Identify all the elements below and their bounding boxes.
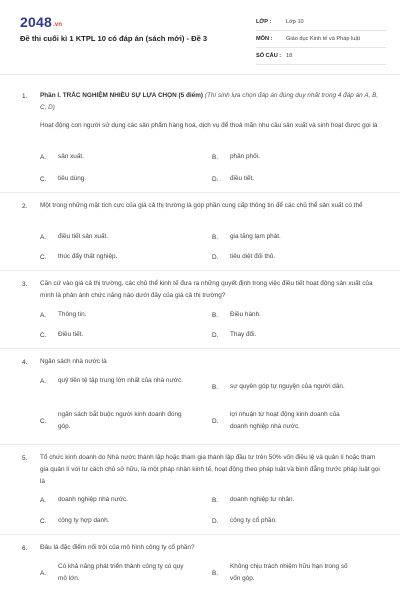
- option-text: quỹ tiền tệ tập trung lớn nhất của nhà nước.: [58, 377, 183, 384]
- exam-meta-table: [256, 14, 386, 65]
- question-body: Một trong những mặt tích cực của giá cả thị trường là góp phần cung cấp thông tin để các chủ thể sản xuất có thể: [40, 202, 363, 209]
- exam-title: Đề thi cuối kì 1 KTPL 10 có đáp án (sách mới) - Đề 3: [20, 34, 208, 43]
- option-letter: C.: [40, 253, 47, 261]
- option-text: điều tiết sản xuất.: [58, 233, 109, 240]
- option-a[interactable]: [40, 561, 186, 585]
- meta-row-count: [256, 48, 386, 65]
- question-number: 2.: [22, 203, 28, 210]
- option-d[interactable]: [212, 409, 358, 433]
- option-text: thúc đẩy thất nghiệp.: [58, 253, 118, 260]
- option-text: Điều tiết.: [58, 331, 84, 338]
- question-item: [0, 193, 400, 271]
- option-d[interactable]: [212, 515, 277, 527]
- option-a[interactable]: [40, 375, 186, 387]
- meta-key: LỚP :: [256, 19, 272, 25]
- option-letter: B.: [212, 233, 219, 241]
- option-text: Thay đổi.: [230, 331, 257, 338]
- question-item: [0, 445, 400, 535]
- option-text: lợi nhuận từ hoạt động kinh doanh của doanh nghiệp nhà nước.: [230, 411, 340, 430]
- part-instruction: (Thí sinh lựa chọn đáp án đúng duy nhất trong 4 đáp án A, B, C, D): [40, 92, 379, 111]
- question-body: Đâu là đặc điểm nổi trội của mô hình công ty cổ phần?: [40, 544, 195, 551]
- option-letter: A.: [40, 233, 47, 241]
- option-d[interactable]: [212, 251, 275, 263]
- option-text: điều tiết.: [230, 175, 255, 182]
- option-letter: C.: [40, 175, 47, 183]
- site-logo[interactable]: [20, 14, 62, 30]
- question-number: 5.: [22, 455, 28, 462]
- option-letter: B.: [212, 496, 219, 504]
- logo-sub-text: .vn: [52, 22, 63, 28]
- option-letter: B.: [212, 153, 219, 161]
- option-a[interactable]: [40, 309, 86, 321]
- option-letter: D.: [212, 175, 219, 183]
- option-b[interactable]: [212, 309, 261, 321]
- option-c[interactable]: [40, 409, 186, 433]
- meta-key: SỐ CÂU :: [256, 53, 282, 59]
- option-c[interactable]: [40, 173, 86, 185]
- option-letter: A.: [40, 496, 47, 504]
- option-c[interactable]: [40, 515, 109, 527]
- question-list: [0, 75, 400, 599]
- option-d[interactable]: [212, 329, 256, 341]
- question-body: Hoạt động con người sử dụng các sản phẩm hàng hoá, dịch vụ để thoả mãn nhu cầu sản xuất và sinh hoạt được gọi là: [40, 122, 378, 129]
- meta-row-subject: [256, 31, 386, 48]
- option-b[interactable]: [212, 494, 294, 506]
- option-text: doanh nghiệp nhà nước.: [58, 496, 128, 503]
- option-a[interactable]: [40, 231, 108, 243]
- option-letter: C.: [40, 331, 47, 339]
- question-number: 4.: [22, 359, 28, 366]
- option-a[interactable]: [40, 494, 128, 506]
- option-letter: C.: [40, 517, 47, 525]
- meta-value: Giáo dục Kinh tế và Pháp luật: [286, 36, 361, 42]
- question-number: 3.: [22, 281, 28, 288]
- option-letter: D.: [212, 331, 219, 339]
- option-text: công ty hợp danh.: [58, 517, 110, 524]
- option-c[interactable]: [40, 329, 83, 341]
- option-letter: D.: [212, 253, 219, 261]
- option-text: Điều hành.: [230, 311, 261, 318]
- option-text: tiêu dùng.: [58, 175, 87, 182]
- option-letter: A.: [40, 153, 47, 161]
- question-number: 1.: [22, 93, 28, 100]
- question-text: [40, 90, 380, 114]
- option-b[interactable]: [212, 151, 260, 163]
- logo-main-text: 2048: [20, 14, 52, 30]
- option-text: Không chịu trách nhiệm hữu hạn trong số vốn góp.: [230, 563, 348, 582]
- option-d[interactable]: [212, 173, 254, 185]
- question-item: [0, 349, 400, 445]
- option-letter: B.: [212, 383, 219, 391]
- question-body: Tổ chức kinh doanh do Nhà nước thành lập hoặc tham gia thành lập đầu tư trên 50% vốn điều lệ và quản lí hoặc tham gia quản lí với tư cách chủ sở hữu, là một pháp nhân kinh tế, hoạt động theo pháp luật và bình đẳng trước pháp luật gọi là: [40, 454, 380, 485]
- option-letter: B.: [212, 569, 219, 577]
- option-text: phân phối.: [230, 153, 260, 160]
- option-b[interactable]: [212, 231, 281, 243]
- part-heading: Phần I. TRẮC NGHIỆM NHIỀU SỰ LỰA CHỌN (5 điểm): [40, 92, 204, 99]
- option-text: Thông tin.: [58, 311, 87, 318]
- option-b[interactable]: [212, 561, 358, 585]
- option-letter: D.: [212, 517, 219, 525]
- meta-value: Lớp 10: [286, 19, 304, 25]
- meta-key: MÔN :: [256, 36, 273, 42]
- option-letter: C.: [40, 417, 47, 425]
- question-body: Căn cứ vào giá cả thị trường, các chủ thể kinh tế đưa ra những quyết định trong việc điều tiết hoạt động sản xuất của mình là phản ánh chức năng nào dưới đây của giá cả thị trường?: [40, 280, 373, 299]
- question-item: [0, 271, 400, 349]
- exam-header: [0, 0, 400, 72]
- option-text: tiêu diệt đối thủ.: [230, 253, 276, 260]
- option-b[interactable]: [212, 381, 358, 393]
- option-letter: A.: [40, 311, 47, 319]
- option-text: ngân sách bắt buộc người kinh doanh đóng góp.: [58, 411, 182, 430]
- option-c[interactable]: [40, 251, 117, 263]
- meta-row-class: [256, 14, 386, 31]
- question-item: [0, 75, 400, 193]
- option-text: công ty cổ phần.: [230, 517, 277, 524]
- option-letter: A.: [40, 377, 47, 385]
- option-letter: A.: [40, 569, 47, 577]
- question-item: [0, 535, 400, 599]
- question-number: 6.: [22, 545, 28, 552]
- meta-value: 18: [286, 53, 293, 59]
- option-letter: B.: [212, 311, 219, 319]
- option-text: sự quyên góp tự nguyện của người dân.: [230, 383, 345, 390]
- option-text: sản xuất.: [58, 153, 84, 160]
- question-body: Ngân sách nhà nước là: [40, 358, 107, 365]
- option-text: doanh nghiệp tư nhân.: [230, 496, 295, 503]
- option-text: Có khả năng phát triển thành công ty có quy mô lớn.: [58, 563, 184, 582]
- option-a[interactable]: [40, 151, 84, 163]
- option-letter: D.: [212, 417, 219, 425]
- option-text: gia tăng lạm phát.: [230, 233, 281, 240]
